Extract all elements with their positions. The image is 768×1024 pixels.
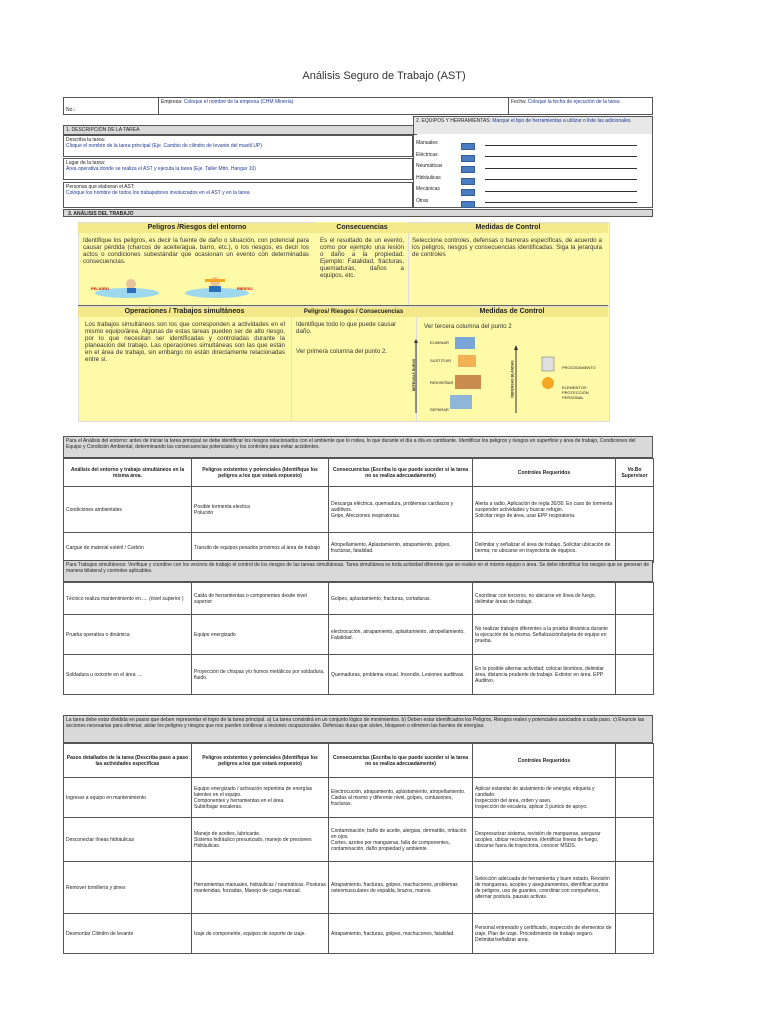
describe-label: Describa la tarea: <box>66 137 106 143</box>
cell-vobo[interactable] <box>616 615 654 655</box>
tool-checkboxes <box>461 140 475 209</box>
tool-line[interactable] <box>485 156 637 157</box>
cell-consecuencias[interactable]: Quemaduras, problema visual. Incendio. Lesiones auditivas. <box>329 655 473 695</box>
hazard-illustration-icon <box>87 273 283 301</box>
cell-controles[interactable]: Aplicar estandar de aislamiento de energía; etiqueta y candado. Inspección del área, orden y aseo. Inspección de escalera, aplicar 3 puntos de apoyo. <box>473 778 616 818</box>
arrow-up-icon <box>514 345 518 415</box>
guide1-header-medidas: Medidas de Control <box>408 223 608 233</box>
checkbox-manuales[interactable] <box>461 143 475 150</box>
note-simultaneos: Para Trabajos simultáneos: Verifique y coordine con los vecinos de trabajo el control de los riesgos de las tareas simultáneas. Tarea simultánea es toda actividad diferente que se realice en el mismo equipo o área. Se debe identificar los riesgos que se generan de manera bilateral y controles aplicables. <box>63 560 653 582</box>
guide1-header-consecuencias: Consecuencias <box>316 223 408 233</box>
peligro-label: PELIGRO <box>91 286 110 291</box>
arrow-blandas <box>514 345 518 415</box>
section3-title: 3. ANÁLISIS DEL TRABAJO <box>63 209 653 217</box>
personas-label: Personas que elaboran el AST: <box>66 184 135 190</box>
section2-box <box>413 116 653 208</box>
col-header-peligros: Peligros existentes y potenciales (Identifique los peligros a los que estará expuesto) <box>192 459 329 487</box>
tool-item-electricas: Eléctricas <box>416 151 438 158</box>
cell-peligros[interactable]: Transito de equipos pesados próximos al área de trabajo <box>192 533 329 563</box>
pyramid-separar: SEPARAR <box>430 407 449 412</box>
fecha-cell[interactable] <box>509 98 653 115</box>
hierarchy-pyramid-icon <box>410 333 520 418</box>
tool-list <box>416 138 442 207</box>
cell-peligros[interactable]: Manejo de aceites, lubricante. Sistema hidráulico presurizado, manejo de presiones Hidráulicas. <box>192 818 329 862</box>
guide2-text-ver: Ver primera columna del punto 2. <box>296 348 388 355</box>
cell-vobo[interactable] <box>616 914 654 954</box>
environment-table <box>63 458 654 563</box>
cell-controles[interactable]: Delimitar y señalizar el área de trabajo. Solicitar ubicación de berma; no ubicarse en trayectoria de equipos. <box>473 533 616 563</box>
col-header-consecuencias: Consecuencias (Escriba lo que puede suceder si la tarea no se realiza adecuadamente) <box>329 459 473 487</box>
no-cell <box>64 98 159 115</box>
cell-peligros[interactable]: Izaje de componente, equipos de soporte de izaje. <box>192 914 329 954</box>
tool-line[interactable] <box>485 191 637 192</box>
table-row <box>64 778 654 818</box>
guide2-header-medidas: Medidas de Control <box>416 307 608 317</box>
page-title: Análisis Seguro de Trabajo (AST) <box>302 70 466 82</box>
cell-peligros[interactable]: Proyección de chispas y/o humos metálicos por soldadura, fluido. <box>192 655 329 695</box>
col-header-pasos: Pasos detallados de la tarea (Describa paso a paso las actividades específicas <box>64 744 192 778</box>
cell-controles[interactable]: No realizar trabajos diferentes a la prueba dinámica durante la ejecución de la misma. Señalización/tarjeta de equipo en prueba. <box>473 615 616 655</box>
cell-step[interactable]: Desmontar Cilindro de levante <box>64 914 192 954</box>
tool-item-neumaticas: Neumáticas <box>416 163 443 169</box>
tool-line[interactable] <box>485 179 637 180</box>
checkbox-mecanicas[interactable] <box>461 189 475 196</box>
guide1-header-peligros: Peligros /Riesgos del entorno <box>78 223 316 233</box>
col-header-controles: Controles Requeridos <box>473 744 616 778</box>
guide1-text-peligros: Identifique los peligros, es decir la fuente de daño o situación, con potencial para causar pérdida (charcos de aceite/agua, barro, etc.), o los riesgos, es decir los actos o condiciones subestándar que ocasionan un evento con determinadas consecuencias. <box>83 237 309 265</box>
table-row <box>64 615 654 655</box>
cell-vobo[interactable] <box>616 487 654 533</box>
guide1-text-medidas: Seleccione controles, defensas o barreras específicas, de acuerdo a los peligros, riesgos y consecuencias identificadas. Siga la jerarquía de controles <box>412 237 602 258</box>
cell-task[interactable]: Cargue de material estéril / Carbón <box>64 533 192 563</box>
pyramid-sustituir: SUSTITUIR <box>430 358 452 363</box>
col-header-controles: Controles Requeridos <box>473 459 616 487</box>
section1-title: 1. DESCRIPCIÓN DE LA TAREA <box>63 125 417 135</box>
section2-title-value: Marque el tipo de herramientas a utilizar o liste las adicionales. <box>492 118 632 124</box>
table-row <box>64 583 654 615</box>
section2-title-label: 2. EQUIPOS Y HERRAMIENTAS: <box>416 118 492 124</box>
guide1-text-consecuencias: Es el resultado de un evento, como por ejemplo una lesión o daño a la propiedad. Ejemplo: Fatalidad, fracturas, quemaduras, daños a equipos, etc. <box>320 237 404 279</box>
hazard-illustration <box>87 273 283 301</box>
header-table <box>63 97 653 115</box>
table-row <box>64 818 654 862</box>
cell-vobo[interactable] <box>616 778 654 818</box>
cell-task[interactable]: Técnico realiza mantenimiento en..... (nivel superior ) <box>64 583 192 615</box>
cell-controles[interactable]: Coordinar con terceros, no ubicarse en línea de fuego, delimitar áreas de trabajo. <box>473 583 616 615</box>
col-header-empty <box>616 744 654 778</box>
pyramid-redisenar: REDISEÑAR <box>430 380 454 385</box>
tool-item-otras: Otras <box>416 197 429 204</box>
cell-vobo[interactable] <box>616 583 654 615</box>
cell-task[interactable]: Soldadura u oxicorte en el área .... <box>64 655 192 695</box>
cell-step[interactable]: Desconectar líneas hidráulicas <box>64 818 192 862</box>
tool-line[interactable] <box>485 168 637 169</box>
tool-item-mecanicas: Mecánicas <box>416 186 440 192</box>
guide2-header-operaciones: Operaciones / Trabajos simultáneos <box>78 307 291 317</box>
checkbox-otras[interactable] <box>461 201 475 208</box>
cell-consecuencias[interactable]: Atropellamiento, Aplastamiento, atrapamiento, golpes, fracturas, fatalidad. <box>329 533 473 563</box>
describe-field[interactable] <box>63 135 413 157</box>
procedure-icon <box>540 355 558 393</box>
cell-consecuencias[interactable]: Atrapamiento, fracturas, golpes, machucones, fatalidad. <box>329 914 473 954</box>
checkbox-neumaticas[interactable] <box>461 166 475 173</box>
table-row <box>64 862 654 914</box>
cell-controles[interactable]: En lo posible alternar actividad; colocar biombos, delimitar área, distancia prudente de trabajo. Extintor en área. EPP Auditivo. <box>473 655 616 695</box>
guide2-text-peligros: Identifique todo lo que puede causar daño. <box>296 321 397 335</box>
table-row <box>64 533 654 563</box>
riesgo-label: RIESGO <box>237 286 253 291</box>
cell-peligros[interactable]: Posible tormenta electica Polución <box>192 487 329 533</box>
cell-consecuencias[interactable]: electrocución, atrapamiento, aplastamiento, atropellamiento, Fatalidad. <box>329 615 473 655</box>
cell-step[interactable]: Remover tornillería y pines <box>64 862 192 914</box>
cell-controles[interactable]: Selección adecuada de herramienta y buen estado, Revisión de mangueras, acoples y aseguramientos, identificar puntos de peligros, uso de guantes, coordinar con compañeros, alternar postura, pausas activas. <box>473 862 616 914</box>
simultaneous-table <box>63 582 654 695</box>
defensas-duras-label: DEFENSAS DURAS <box>412 358 417 392</box>
tool-item-manuales: Manuales <box>416 140 438 146</box>
cell-controles[interactable]: Despresurizar sistema, revisión de mangueras, asegurar acoples, ubicar recolectores, identificar líneas de fuego, ubicarse fuera de trayectoria, conocer MSDS. <box>473 818 616 862</box>
procedimiento-label: PROCEDIMIENTO <box>562 365 596 370</box>
checkbox-hidraulicas[interactable] <box>461 178 475 185</box>
cell-peligros[interactable]: Equipo energizado / activación repentina de energías latentes en el equipo. Componentes y herramientas en el área. Subir/bajar escaleras. <box>192 778 329 818</box>
cell-task[interactable]: Prueba operativa o dinámica <box>64 615 192 655</box>
empresa-cell[interactable] <box>159 98 509 115</box>
guide2-text-operaciones: Los trabajos simultáneos son los que corresponden a actividades en el mismo equipo/área. Algunas de estas tareas pueden ser de alto riesgo, por lo que necesitan ser identificadas y controladas durante la planeación del trabajo. Las operaciones simultáneas son las que están en el área de trabajo, sin embargo no están directamente relacionadas entre sí. <box>85 321 285 363</box>
lugar-label: Lugar de la tarea: <box>66 160 106 166</box>
tool-line[interactable] <box>485 202 637 203</box>
guide1-right-panel <box>408 222 610 306</box>
note-pasos: La tarea debe estar dividida en pasos que deben representar el logro de la tarea principal. a) La tarea consistirá en un conjunto lógico de movimientos. b) Deben estar identificados los Peligros, Riesgos reales y potenciales asociados a cada paso. c) Enuncie las acciones necesarias para eliminar, aislar los peligros y riesgos que nos pueden conllevar a lesiones ocupacionales. Defensas duras que aíslen, bloqueen o eliminen las fuentes de energías. <box>63 715 653 743</box>
checkbox-electricas[interactable] <box>461 155 475 162</box>
col-header-peligros: Peligros existentes y potenciales (Identifique los peligros a los que estará expuesto) <box>192 744 329 778</box>
cell-step[interactable]: Ingresar a equipo en mantenimiento <box>64 778 192 818</box>
steps-header-row <box>64 744 654 778</box>
cell-vobo[interactable] <box>616 818 654 862</box>
cell-consecuencias[interactable]: Descarga eléctrica, quemadura, problemas cardiacos y auditivos. Gripe, Afecciones respiratorias. <box>329 487 473 533</box>
cell-peligros[interactable]: Caida de herramientas o componentes desde nivel superior <box>192 583 329 615</box>
tool-item-hidraulicas: Hidráulicas <box>416 174 441 181</box>
procedure-illustration <box>540 355 558 393</box>
cell-consecuencias[interactable]: Contaminación; baño de aceite, alergias, dermatitis, irritación en ojos. Cortes, azotes por mangueras, falla de componentes, contaminación, daño propiedad y ambiente. <box>329 818 473 862</box>
pyramid-eliminar: ELIMINAR <box>430 340 449 345</box>
cell-vobo[interactable] <box>616 655 654 695</box>
guide2-text-medidas: Ver tercera columna del punto 2 <box>424 323 512 330</box>
table-row <box>64 655 654 695</box>
epp-label: ELEMENTOS PROTECCIÓN PERSONAL <box>562 385 589 400</box>
control-hierarchy-diagram <box>410 333 520 418</box>
personas-field[interactable] <box>63 182 413 208</box>
table-row <box>64 914 654 954</box>
cell-consecuencias[interactable]: Electrocución, atrapamiento, aplastamiento, atropellamiento. Caidas al mismo y diferente nivel, golpes, contusiones, fracturas. <box>329 778 473 818</box>
cell-controles[interactable]: Alerta a radio, Aplicación de regla 30/30, En caso de tormenta suspender actividades y buscar refugio. Solicitar riego de área, usar EPP respiratoria. <box>473 487 616 533</box>
defensas-blandas-label: DEFENSAS BLANDAS <box>510 360 515 398</box>
section2-title <box>414 117 652 134</box>
tool-line[interactable] <box>485 145 637 146</box>
lugar-field[interactable] <box>63 158 413 180</box>
col-header-vobo: Vo.Bo Supervisor <box>616 459 654 487</box>
task-steps-table <box>63 743 654 954</box>
table-row <box>64 487 654 533</box>
cell-peligros[interactable]: Herramientas manuales, hidráulicas / neumáticas. Posturas mantenidas, forzadas, Manejo de carga manual. <box>192 862 329 914</box>
describe-value[interactable]: Cloque el nombre de la tarea principal (Eje. Cambio de cilindro de levante del mastil UP) <box>66 143 262 149</box>
cell-vobo[interactable] <box>616 862 654 914</box>
personas-value[interactable]: Coloque los nombre de todos los trabajadores involucrados en el AST y en la tarea <box>66 190 250 196</box>
empresa-label: Empresa: <box>161 99 183 105</box>
col-header-analisis: Análisis del entorno y trabajo simultáneos en la misma área. <box>64 459 192 487</box>
no-label: No.: <box>66 107 76 113</box>
fecha-value[interactable]: Coloque la fecha de ejecución de la tarea <box>527 99 620 105</box>
cell-controles[interactable]: Personal entrenado y certificado, inspección de elementos de izaje, Plan de izaje. Procedimiento de trabajo seguro. Delimitar/señalizar area. <box>473 914 616 954</box>
lugar-value[interactable]: Área operativa donde se realiza el AST y ejecuta la tarea (Eje. Taller Mtto. Hangar 10) <box>66 166 256 172</box>
cell-consecuencias[interactable]: Golpes, aplastamiento, fracturas, cortaduras. <box>329 583 473 615</box>
guide2-header-peligros: Peligros/ Riesgos / Consecuencias <box>291 307 416 317</box>
cell-consecuencias[interactable]: Atrapamiento, fracturas, golpes, machucones, problemas osteomusculares de espalda, brazos, manos. <box>329 862 473 914</box>
empresa-value[interactable]: Coloque el nombre de la empresa (CHM Minería) <box>183 99 294 105</box>
cell-vobo[interactable] <box>616 533 654 563</box>
fecha-label: Fecha: <box>511 99 527 105</box>
cell-task[interactable]: Condiciones ambientales <box>64 487 192 533</box>
note-entorno: Para el Análisis del entorno: antes de iniciar la tarea principal se debe identificar los riesgos relacionados con el ambiente que lo rodea, lo que durante el día a día es cambiante. Identificar los peligros y riesgos en superficie y área de trabajo, Condiciones del Equipo y Condición Ambiental, determinando las consecuencias potenciales y los controles para evitar accidentes. <box>63 436 653 458</box>
col-header-consecuencias: Consecuencias (Escriba lo que puede suceder si la tarea no se realiza adecuadamente) <box>329 744 473 778</box>
environment-header-row <box>64 459 654 487</box>
cell-peligros[interactable]: Equipo energizado <box>192 615 329 655</box>
